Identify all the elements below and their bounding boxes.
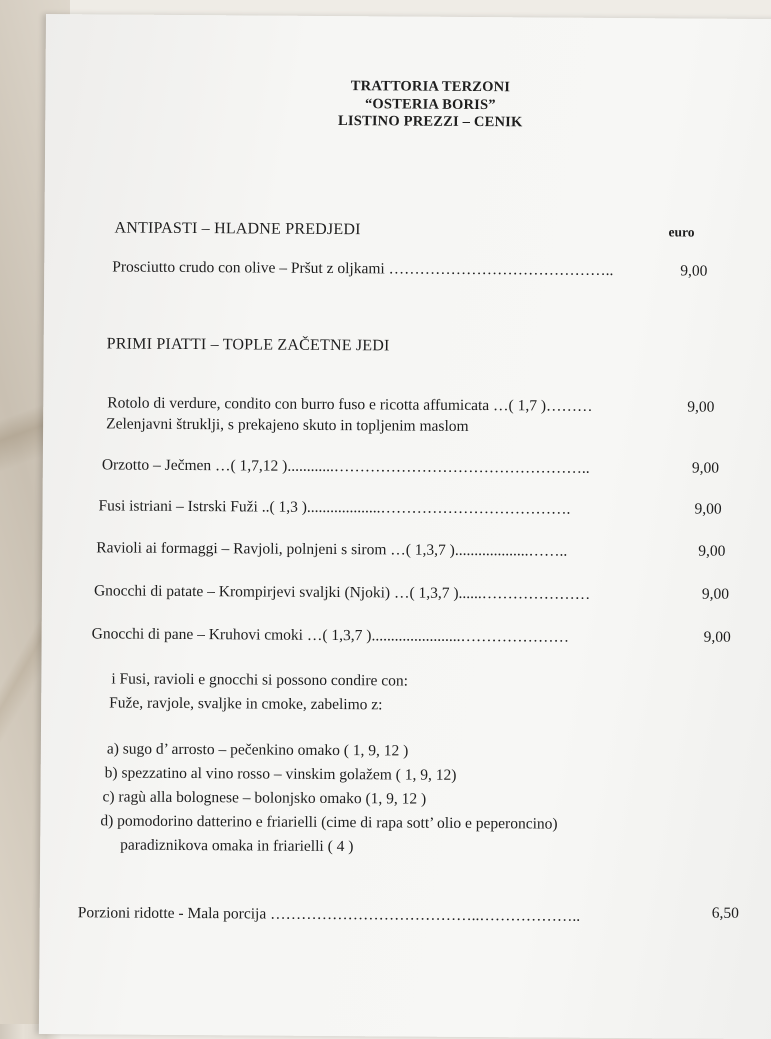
menu-item-name: Ravioli ai formaggi – Ravjoli, polnjeni s sirom …( 1,3,7 )...................…….. <box>96 539 568 560</box>
menu-item-name: Orzotto – Ječmen …( 1,7,12 )............………………………………………….. <box>101 456 590 477</box>
sauce-option: b) spezzatino al vino rosso – vinskim golažem ( 1, 9, 12) <box>104 764 457 784</box>
menu-item-price: 9,00 <box>698 542 726 560</box>
reduced-portion-price: 6,50 <box>711 904 739 922</box>
menu-item-price: 9,00 <box>701 585 730 603</box>
restaurant-subtitle: “OSTERIA BORIS” <box>364 96 496 114</box>
sauce-option: c) ragù alla bolognese – bolonjsko omako (1, 9, 12 ) <box>102 788 427 808</box>
sauce-option: a) sugo d’ arrosto – pečenkino omako ( 1, 9, 12 ) <box>106 740 409 760</box>
menu-item-name: Gnocchi di pane – Kruhovi cmoki …( 1,3,7 ).......................………………… <box>91 625 570 646</box>
section-title-antipasti: ANTIPASTI – HLADNE PREDJEDI <box>114 219 361 239</box>
menu-item-name: Gnocchi di patate – Krompirjevi svaljki (Njoki) …( 1,3,7 )......………………… <box>93 582 591 603</box>
reduced-portion-label: Porzioni ridotte - Mala porcija …………………………………..……………….. <box>77 904 581 925</box>
menu-sheet <box>39 14 771 1039</box>
currency-label: euro <box>668 224 695 240</box>
menu-item-price: 9,00 <box>691 459 720 477</box>
price-list-title: LISTINO PREZZI – CENIK <box>337 113 523 131</box>
section-title-primi: PRIMI PIATTI – TOPLE ZAČETNE JEDI <box>106 335 390 355</box>
menu-item-name: Prosciutto crudo con olive – Pršut z oljkami …………………………………….. <box>112 258 614 279</box>
menu-item-price: 9,00 <box>694 500 722 518</box>
menu-item-price: 9,00 <box>680 262 708 280</box>
menu-item-price: 9,00 <box>703 628 731 646</box>
sauce-intro-italian: i Fusi, ravioli e gnocchi si possono condire con: <box>111 670 409 690</box>
sauce-option-continued: paradiznikova omaka in friarielli ( 4 ) <box>120 836 354 856</box>
menu-item-name: Rotolo di verdure, condito con burro fuso e ricotta affumicata …( 1,7 )……… <box>107 394 593 415</box>
sauce-intro-slovenian: Fuže, ravjole, svaljke in cmoke, zabelimo z: <box>109 694 383 714</box>
restaurant-name: TRATTORIA TERZONI <box>350 78 511 96</box>
sauce-option: d) pomodorino datterino e friarielli (cime di rapa sott’ olio e peperoncino) <box>100 812 558 833</box>
menu-item-name: Fusi istriani – Istrski Fuži ..( 1,3 )...................………………………………. <box>98 497 571 518</box>
menu-item-price: 9,00 <box>687 398 715 416</box>
menu-item-subtitle: Zelenjavni štruklji, s prekajeno skuto in topljenim maslom <box>106 415 469 435</box>
